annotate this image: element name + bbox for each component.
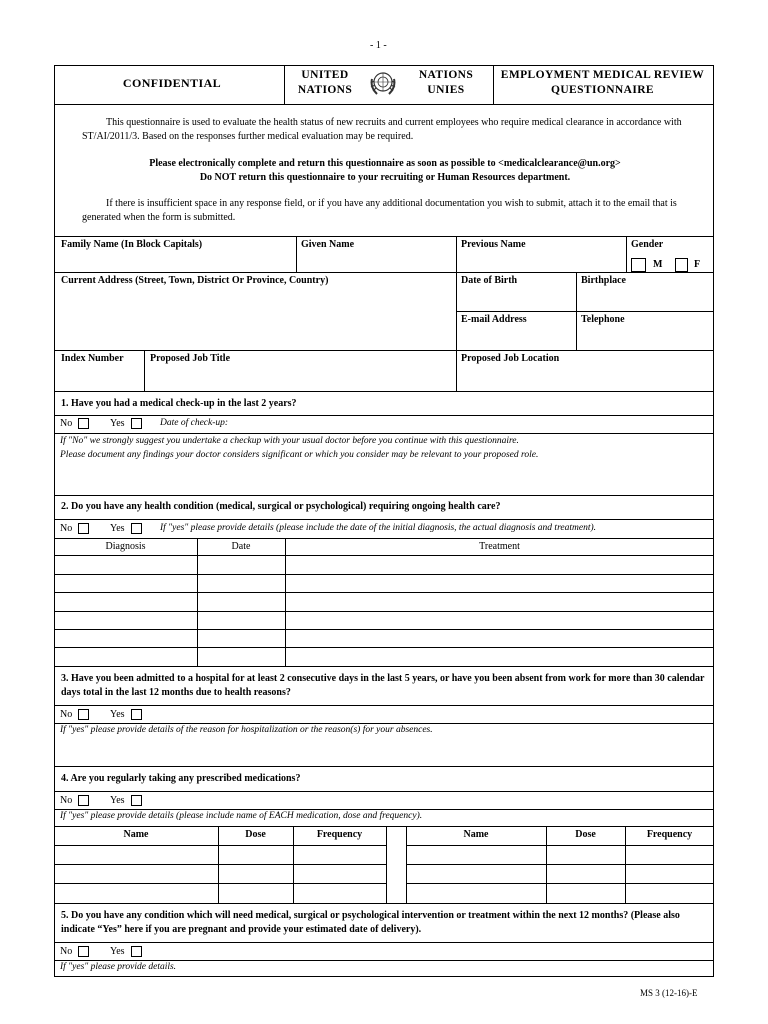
q1-question: 1. Have you had a medical check-up in the last 2 years?	[61, 398, 297, 409]
q4-left-col-name: Name	[123, 829, 149, 840]
q5-details-label: If "yes" please provide details.	[60, 962, 177, 972]
birthplace-label: Birthplace	[581, 275, 626, 286]
q4-yes-checkbox[interactable]	[131, 795, 142, 806]
intro-instruction-2: Do NOT return this questionnaire to your recruiting or Human Resources department.	[199, 172, 571, 183]
q5-question: 5. Do you have any condition which will need medical, surgical or psychological intervention or treatment within the next 12 months? (Please also indicate “Yes” here if you are pregnant and provide your estimated date of delivery).	[61, 910, 680, 935]
q5-yes-checkbox[interactable]	[131, 946, 142, 957]
q2-details-label: If "yes" please provide details (please include the date of the initial diagnosis, the actual diagnosis and treatment).	[160, 523, 597, 533]
q5-no-checkbox[interactable]	[78, 946, 89, 957]
birthplace-input[interactable]	[580, 289, 710, 309]
current-address-label: Current Address (Street, Town, District Or Province, Country)	[61, 275, 329, 286]
q1-date-label: Date of check-up:	[160, 418, 229, 428]
form-code: MS 3 (12-16)-E	[640, 988, 698, 998]
telephone-input[interactable]	[580, 328, 710, 348]
q3-details-label: If "yes" please provide details of the reason for hospitalization or the reason(s) for your absences.	[60, 725, 433, 735]
q1-no-checkbox[interactable]	[78, 418, 89, 429]
form-title: EMPLOYMENT MEDICAL REVIEW QUESTIONNAIRE	[500, 69, 705, 96]
q3-yes-label: Yes	[110, 709, 125, 720]
q5-no-label: No	[60, 946, 73, 957]
q4-right-medication-table[interactable]	[406, 846, 714, 902]
given-name-label: Given Name	[301, 239, 355, 250]
confidential-label: CONFIDENTIAL	[122, 76, 222, 90]
q2-yes-label: Yes	[110, 523, 125, 534]
index-number-label: Index Number	[61, 353, 124, 364]
gender-male-checkbox[interactable]	[631, 258, 646, 272]
intro-paragraph-3: If there is insufficient space in any response field, or if you have any additional documentation you wish to submit, attach it to the email that is generated when the form is submitted.	[82, 198, 677, 223]
q4-right-col-dose: Dose	[575, 829, 596, 840]
email-label: E-mail Address	[461, 314, 527, 325]
q2-no-checkbox[interactable]	[78, 523, 89, 534]
q1-note-1: If "No" we strongly suggest you undertake a checkup with your usual doctor before you continue with this questionnaire.	[60, 436, 519, 446]
q2-col-diagnosis: Diagnosis	[105, 541, 146, 552]
q2-question: 2. Do you have any health condition (medical, surgical or psychological) requiring ongoing health care?	[61, 501, 501, 512]
family-name-input[interactable]	[60, 252, 290, 270]
q2-col-date: Date	[231, 541, 251, 552]
nations-unies-label: NATIONS UNIES	[418, 69, 474, 96]
united-nations-label: UNITED NATIONS	[297, 69, 353, 96]
q3-no-checkbox[interactable]	[78, 709, 89, 720]
proposed-job-location-input[interactable]	[460, 367, 710, 389]
gender-label: Gender	[631, 239, 664, 250]
q1-note-2: Please document any findings your doctor considers significant or which you consider may be relevant to your proposed role.	[60, 450, 539, 460]
q4-left-medication-table[interactable]	[54, 846, 386, 902]
q4-no-checkbox[interactable]	[78, 795, 89, 806]
q3-no-label: No	[60, 709, 73, 720]
un-emblem-icon	[367, 67, 399, 99]
q4-left-col-frequency: Frequency	[316, 829, 363, 840]
q2-diagnosis-table[interactable]	[54, 556, 714, 666]
q4-right-col-name: Name	[463, 829, 489, 840]
date-of-birth-label: Date of Birth	[461, 275, 518, 286]
index-number-input[interactable]	[60, 367, 140, 389]
page-number: - 1 -	[370, 40, 387, 51]
q3-question: 3. Have you been admitted to a hospital for at least 2 consecutive days in the last 5 years, or have you been absent from work for more than 30 calendar days total in the last 12 months due to health reasons?	[61, 673, 705, 698]
telephone-label: Telephone	[581, 314, 625, 325]
q4-no-label: No	[60, 795, 73, 806]
gender-male-label: M	[653, 259, 663, 270]
gender-female-checkbox[interactable]	[675, 258, 688, 272]
q4-yes-label: Yes	[110, 795, 125, 806]
q2-yes-checkbox[interactable]	[131, 523, 142, 534]
q1-yes-checkbox[interactable]	[131, 418, 142, 429]
q1-no-label: No	[60, 418, 73, 429]
given-name-input[interactable]	[300, 252, 450, 270]
q4-left-col-dose: Dose	[245, 829, 266, 840]
proposed-job-title-input[interactable]	[149, 367, 451, 389]
q2-no-label: No	[60, 523, 73, 534]
proposed-job-location-label: Proposed Job Location	[461, 353, 560, 364]
proposed-job-title-label: Proposed Job Title	[150, 353, 231, 364]
q1-date-input[interactable]	[250, 417, 705, 431]
q4-right-col-frequency: Frequency	[646, 829, 693, 840]
q4-question: 4. Are you regularly taking any prescribed medications?	[61, 773, 301, 784]
date-of-birth-input[interactable]	[460, 289, 572, 309]
q2-col-treatment: Treatment	[479, 541, 520, 552]
q4-details-label: If "yes" please provide details (please include name of EACH medication, dose and frequency).	[60, 811, 423, 821]
gender-female-label: F	[694, 259, 701, 270]
current-address-input[interactable]	[60, 289, 450, 347]
intro-paragraph-1: This questionnaire is used to evaluate the health status of new recruits and current employees who require medical clearance in accordance with ST/AI/2011/3. Based on the responses further medical evaluation may be required.	[82, 117, 682, 142]
q1-findings-input[interactable]	[60, 464, 710, 492]
intro-instruction-1: Please electronically complete and return this questionnaire as soon as possible to <medicalclearance@un.org>	[149, 158, 621, 169]
q5-yes-label: Yes	[110, 946, 125, 957]
q1-yes-label: Yes	[110, 418, 125, 429]
previous-name-input[interactable]	[460, 252, 620, 270]
q3-yes-checkbox[interactable]	[131, 709, 142, 720]
email-input[interactable]	[460, 328, 572, 348]
q3-details-input[interactable]	[60, 739, 710, 763]
family-name-label: Family Name (In Block Capitals)	[61, 239, 203, 250]
previous-name-label: Previous Name	[461, 239, 526, 250]
